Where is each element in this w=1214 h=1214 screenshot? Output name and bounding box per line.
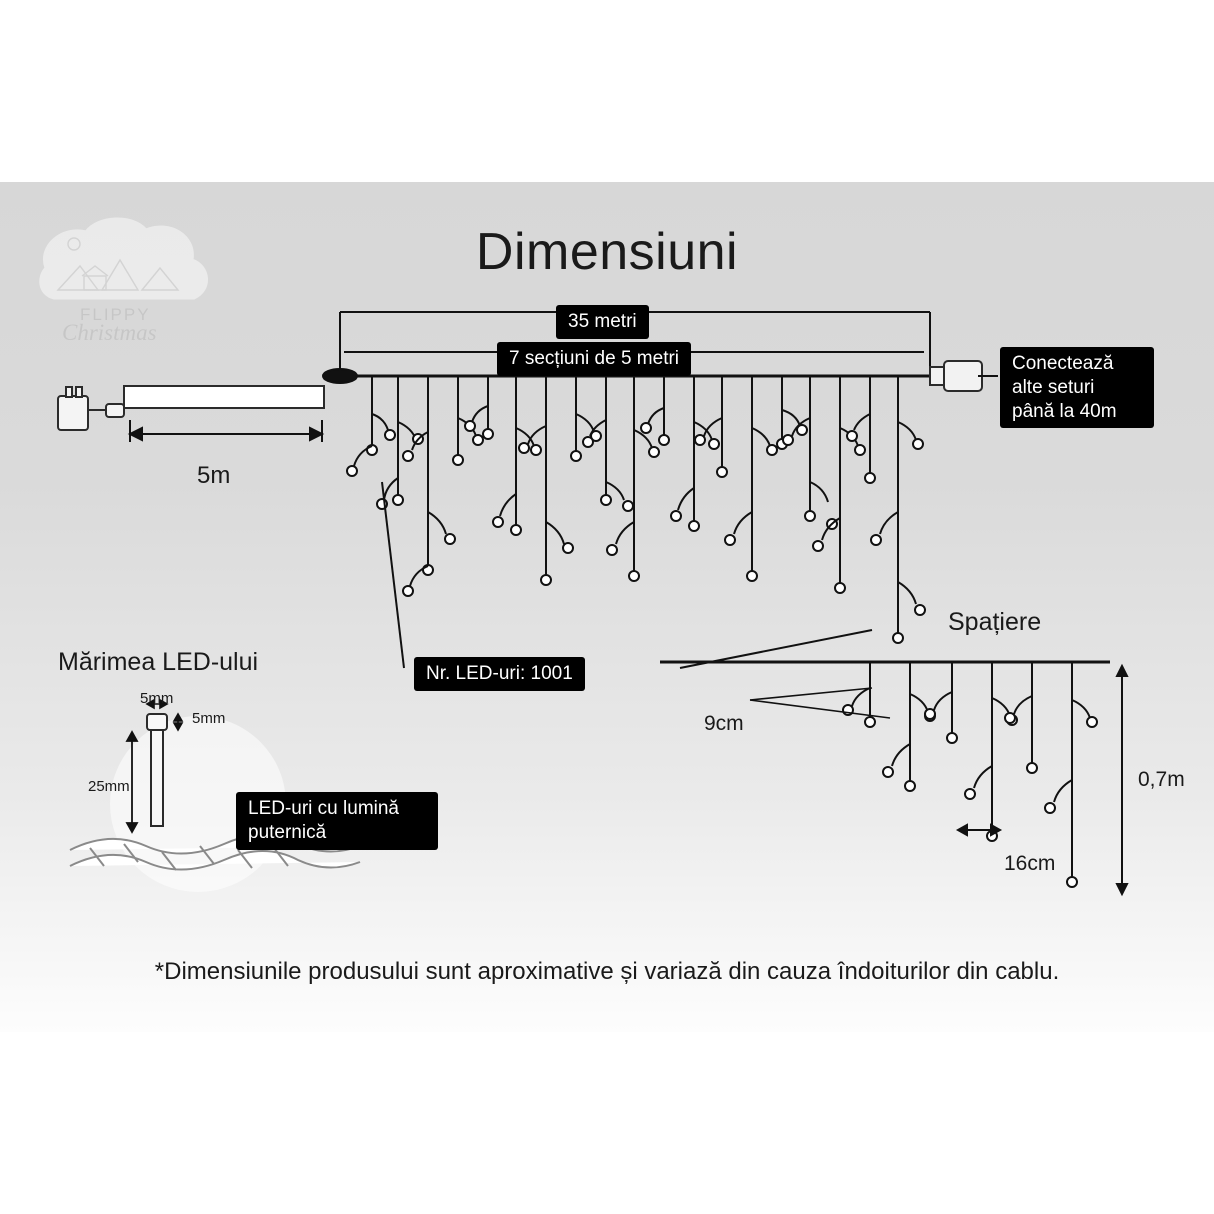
logo-brand-line2: Christmas [62, 320, 157, 345]
led-height-label: 5mm [192, 710, 226, 727]
spacing-16cm-arrow [958, 825, 1000, 835]
connect-more-line3: până la 40m [1012, 400, 1117, 422]
page-title: Dimensiuni [475, 223, 739, 281]
led-width-label: 5mm [140, 690, 174, 707]
spacing-16cm-label: 16cm [1004, 852, 1056, 875]
connect-more-line1: Conectează [1012, 353, 1114, 374]
led-size-heading: Mărimea LED-ului [58, 648, 259, 676]
led-length-label: 25mm [88, 778, 130, 795]
led-brightness-line2: puternică [248, 821, 327, 843]
logo-brand-line1: FLIPPY [80, 305, 151, 324]
power-plug-icon [58, 387, 124, 430]
spacing-height-label: 0,7m [1138, 768, 1185, 791]
spacing-heading: Spațiere [948, 608, 1042, 636]
spacing-diagram [640, 640, 1180, 930]
led-bulb-icon [147, 714, 167, 826]
icicle-drops [347, 376, 925, 643]
lead-cable-dimension [130, 420, 322, 442]
led-brightness-caption [236, 792, 438, 850]
spacing-9cm-label: 9cm [704, 712, 744, 735]
total-length-label: 35 metri [556, 305, 649, 339]
connect-more-label [1000, 347, 1154, 428]
spacing-drops [843, 662, 1097, 887]
spacing-height-arrow [1117, 666, 1127, 894]
lead-cable-label: 5m [197, 462, 231, 489]
footnote: *Dimensiunile produsului sunt aproximative și variază din cauza îndoiturilor din cablu. [154, 958, 1060, 985]
lead-cable [124, 386, 324, 408]
led-brightness-line1: LED-uri cu lumină [248, 798, 399, 819]
extension-connector-icon [930, 361, 982, 391]
connect-more-line2: alte seturi [1012, 376, 1095, 398]
led-count-label: Nr. LED-uri: 1001 [414, 657, 585, 691]
inline-connector-icon [323, 369, 357, 383]
sections-label: 7 secțiuni de 5 metri [497, 342, 691, 376]
